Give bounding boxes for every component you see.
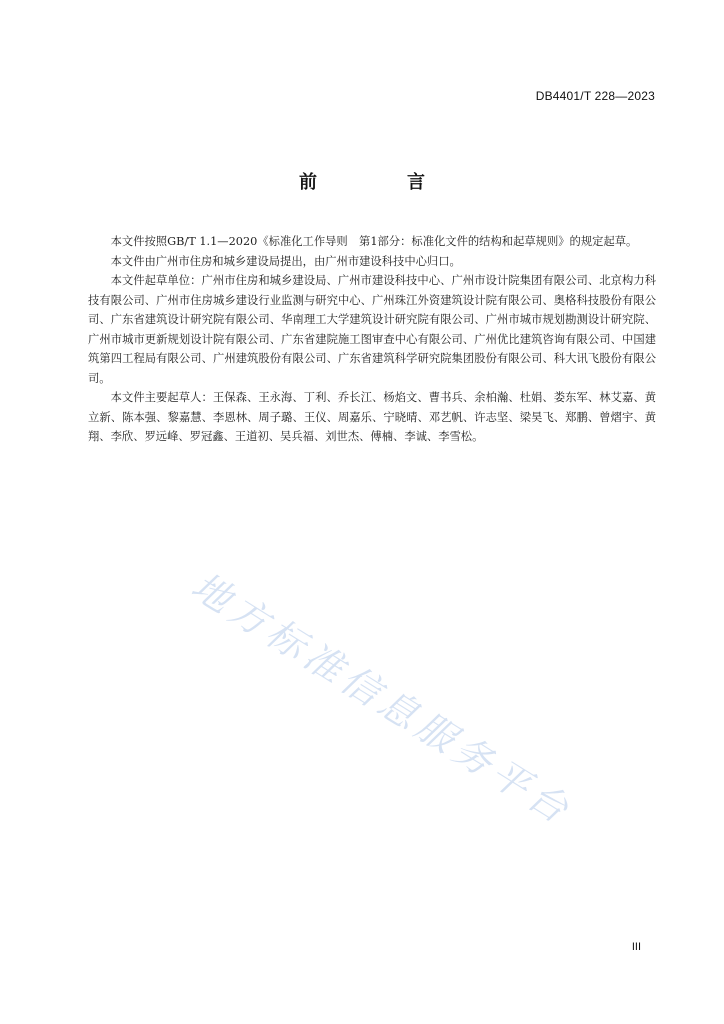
- paragraph-drafters: 本文件主要起草人：王保森、王永海、丁利、乔长江、杨焰文、曹书兵、余柏瀚、杜娟、娄东军、林艾嘉、黄立新、陈本强、黎嘉慧、李恩林、周子璐、王仪、周嘉乐、宁晓晴、邓艺帆、许志坚、梁昊飞、郑鹏、曾熠宇、黄翔、李欣、罗远峰、罗冠鑫、王道初、吴兵福、刘世杰、傅楠、李诚、李雪松。: [88, 391, 656, 443]
- page-title: 前 言: [299, 172, 461, 193]
- paragraph-proposer: 本文件由广州市住房和城乡建设局提出，由广州市建设科技中心归口。: [110, 254, 461, 268]
- watermark: 地方标准信息服务平台: [183, 563, 581, 835]
- foreword-body: [88, 232, 656, 447]
- paragraph-drafting-units: 本文件起草单位：广州市住房和城乡建设局、广州市建设科技中心、广州市设计院集团有限公司、北京构力科技有限公司、广州市住房城乡建设行业监测与研究中心、广州珠江外资建筑设计院有限公司、奥格科技股份有限公司、广东省建筑设计研究院有限公司、华南理工大学建筑设计研究院有限公司、广州市城市规划勘测设计研究院、广州市城市更新规划设计院有限公司、广东省建院施工图审查中心有限公司、广州优比建筑咨询有限公司、中国建筑第四工程局有限公司、广州建筑股份有限公司、广东省建筑科学研究院集团股份有限公司、科大讯飞股份有限公司。: [88, 274, 656, 385]
- standard-code: DB4401/T 228—2023: [535, 89, 655, 103]
- paragraph-drafting-basis: 本文件按照GB/T 1.1—2020《标准化工作导则 第1部分：标准化文件的结构和起草规则》的规定起草。: [110, 235, 638, 248]
- page-number: III: [631, 941, 641, 953]
